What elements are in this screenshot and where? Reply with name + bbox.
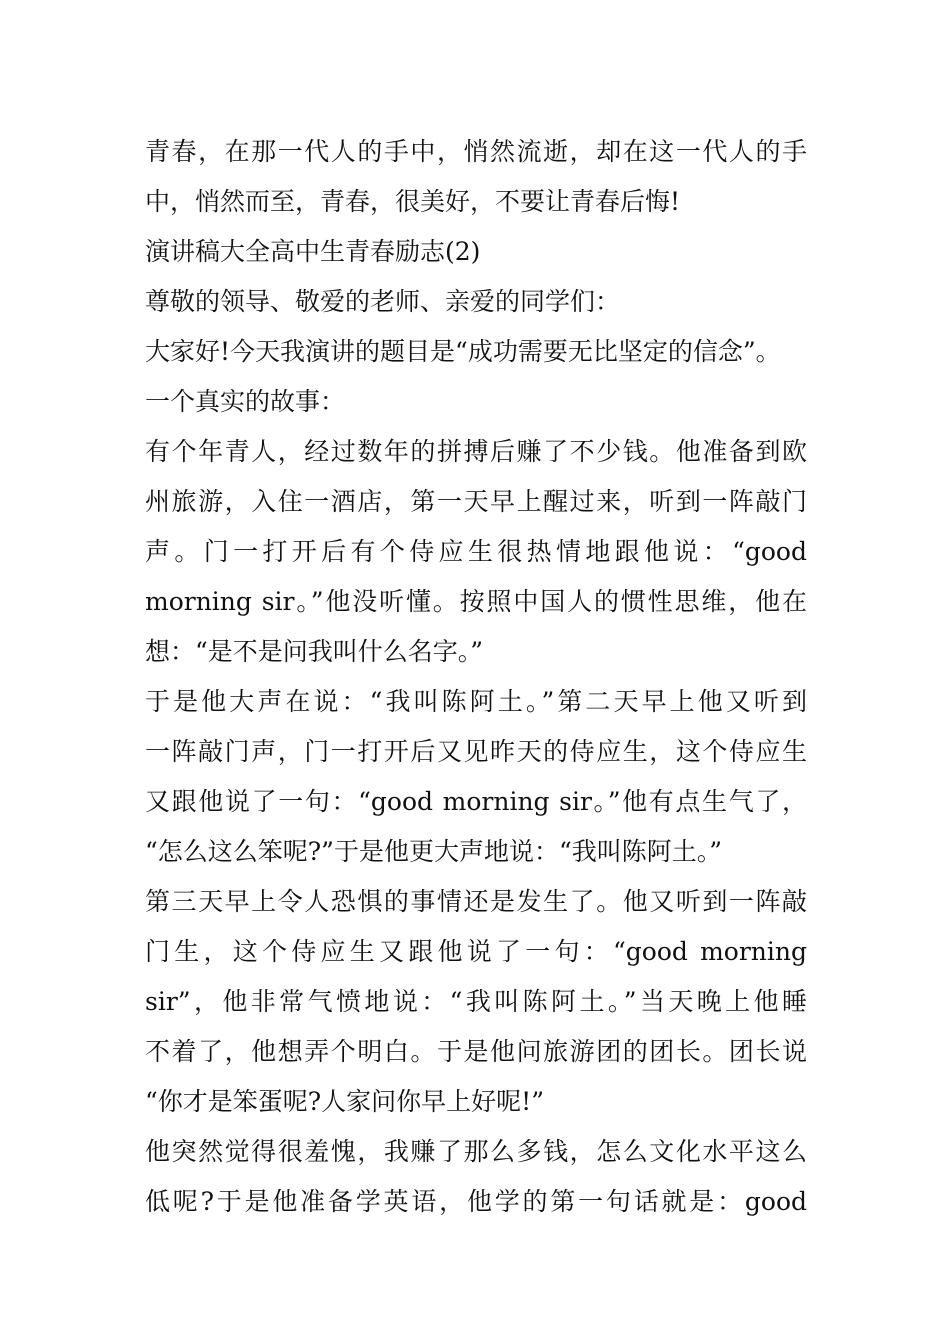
text-line: 门生，这个侍应生又跟他说了一句：“good morning	[145, 937, 807, 966]
paragraph-story-start	[145, 427, 807, 677]
paragraph-youth-ending	[145, 127, 807, 227]
text-line: 大家好!今天我演讲的题目是“成功需要无比坚定的信念”。	[145, 337, 781, 366]
paragraph-shame	[145, 1127, 807, 1227]
text-line: 他突然觉得很羞愧，我赚了那么多钱，怎么文化水平这么	[145, 1137, 807, 1166]
text-line: 又跟他说了一句：“good morning sir。”他有点生气了，	[145, 787, 807, 816]
text-line: 有个年青人，经过数年的拼搏后赚了不少钱。他准备到欧	[145, 437, 807, 466]
paragraph-salutation	[145, 277, 807, 327]
text-line: 一个真实的故事：	[145, 387, 346, 416]
text-line: morning sir。”他没听懂。按照中国人的惯性思维，他在	[145, 587, 807, 616]
text-line: 一阵敲门声，门一打开后又见昨天的侍应生，这个侍应生	[145, 737, 807, 766]
text-line: 不着了，他想弄个明白。于是他问旅游团的团长。团长说	[145, 1037, 807, 1066]
text-line: 尊敬的领导、敬爱的老师、亲爱的同学们：	[145, 287, 621, 316]
paragraph-greeting	[145, 327, 807, 427]
text-line: 于是他大声在说：“我叫陈阿土。”第二天早上他又听到	[145, 687, 807, 716]
text-line: sir”，他非常气愤地说：“我叫陈阿土。”当天晚上他睡	[145, 987, 807, 1016]
text-line: 中，悄然而至，青春，很美好，不要让青春后悔!	[145, 187, 681, 216]
text-line: “怎么这么笨呢?”于是他更大声地说：“我叫陈阿土。”	[145, 837, 723, 866]
text-line: 州旅游，入住一酒店，第一天早上醒过来，听到一阵敲门	[145, 487, 807, 516]
text-line: 想：“是不是问我叫什么名字。”	[145, 637, 484, 666]
text-line: 声。门一打开后有个侍应生很热情地跟他说：“good	[145, 537, 807, 566]
document-page	[145, 127, 807, 1227]
paragraph-day-two	[145, 677, 807, 877]
text-line: 第三天早上令人恐惧的事情还是发生了。他又听到一阵敲	[145, 887, 807, 916]
text-line: 青春，在那一代人的手中，悄然流逝，却在这一代人的手	[145, 137, 807, 166]
text-line: 演讲稿大全高中生青春励志(2)	[145, 237, 481, 266]
text-line: 低呢?于是他准备学英语，他学的第一句话就是：good	[145, 1187, 807, 1216]
paragraph-day-three	[145, 877, 807, 1127]
text-line: “你才是笨蛋呢?人家问你早上好呢!”	[145, 1087, 545, 1116]
section-title	[145, 227, 807, 277]
